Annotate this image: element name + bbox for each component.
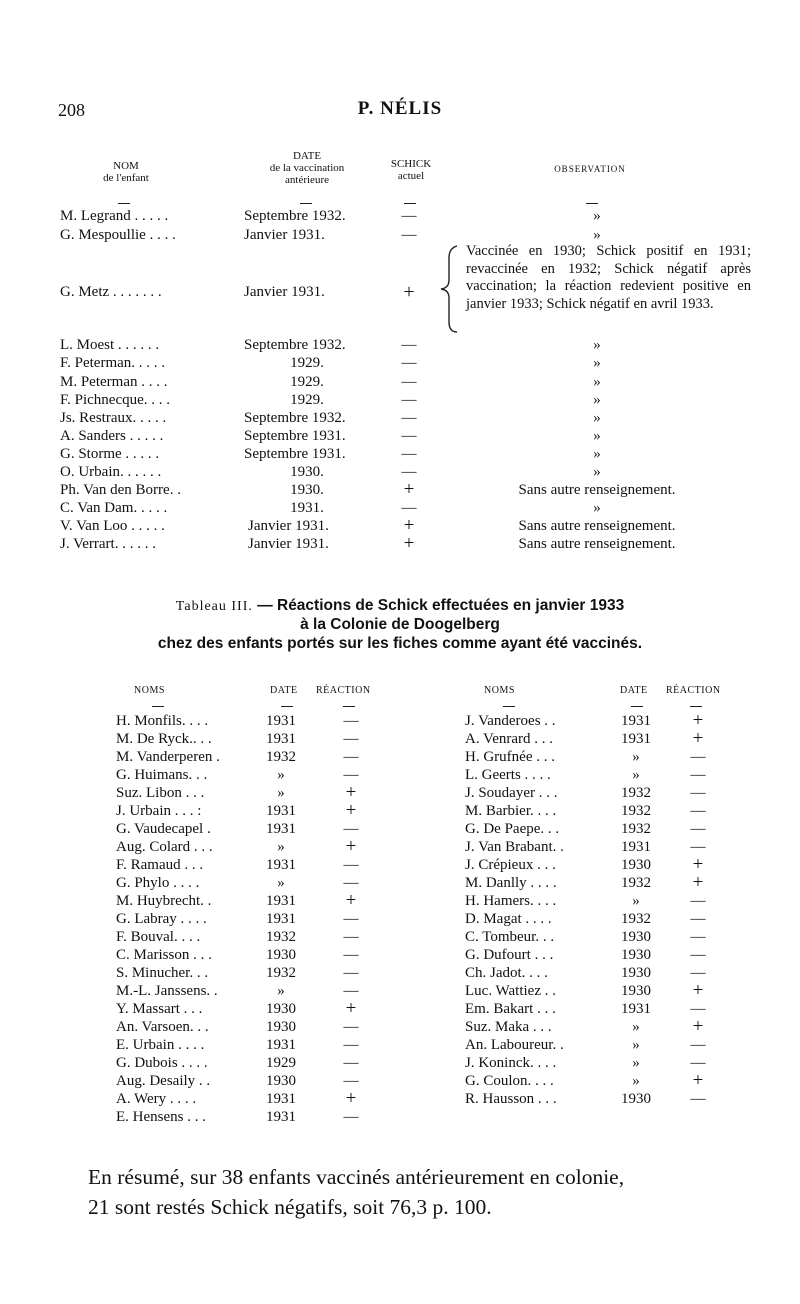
child-name: E. Hensens . . .: [116, 1109, 206, 1125]
table-row: [465, 964, 800, 982]
child-name: An. Varsoen. . .: [116, 1019, 209, 1035]
vaccination-date: 1930.: [290, 464, 324, 480]
child-name: H. Hamers. . . .: [465, 893, 557, 909]
child-name: D. Magat . . . .: [465, 911, 552, 927]
vaccination-date: Janvier 1931.: [248, 536, 329, 552]
table-row: [465, 820, 800, 838]
reaction-result: —: [690, 1001, 706, 1017]
summary-paragraph: [88, 1162, 768, 1222]
child-name: M. Huybrecht. .: [116, 893, 212, 909]
observation: »: [593, 428, 601, 444]
test-date: 1932: [621, 875, 651, 891]
test-date: »: [277, 767, 285, 783]
table3-caption-line1: [0, 597, 800, 616]
reaction-result: —: [343, 1073, 359, 1089]
reaction-result: —: [690, 1055, 706, 1071]
reaction-result: —: [343, 875, 359, 891]
child-name: M. Legrand . . . . .: [60, 208, 169, 224]
test-date: 1932: [621, 911, 651, 927]
test-date: 1931: [621, 731, 651, 747]
vaccination-date: Janvier 1931.: [244, 284, 325, 300]
header-rule: [300, 203, 312, 204]
page-number: 208: [58, 100, 85, 120]
child-name: V. Van Loo . . . . .: [60, 518, 165, 534]
reaction-result: —: [343, 1019, 359, 1035]
child-name: G. Dufourt . . .: [465, 947, 554, 963]
table-row: [116, 946, 516, 964]
reaction-result: —: [690, 1037, 706, 1053]
child-name: L. Moest . . . . . .: [60, 337, 160, 353]
table-row: [0, 391, 800, 409]
child-name: A. Wery . . . .: [116, 1091, 197, 1107]
reaction-result: +: [345, 998, 357, 1019]
vaccination-date: 1931.: [290, 500, 324, 516]
header-rule: [152, 706, 164, 707]
test-date: 1930: [621, 929, 651, 945]
vaccination-date: 1929.: [290, 374, 324, 390]
table-row: [465, 1036, 800, 1054]
child-name: O. Urbain. . . . . .: [60, 464, 162, 480]
table-row: [116, 928, 516, 946]
table-row: [0, 445, 800, 463]
observation: »: [593, 337, 601, 353]
table3-caption-title: — Réactions de Schick effectuées en janvier 1933: [257, 597, 625, 614]
child-name: L. Geerts . . . .: [465, 767, 551, 783]
child-name: G. Coulon. . . .: [465, 1073, 554, 1089]
table-row: [465, 874, 800, 892]
child-name: M. Barbier. . . .: [465, 803, 557, 819]
test-date: »: [277, 875, 285, 891]
left-col-reaction-header: RÉACTION: [316, 685, 371, 696]
test-date: »: [632, 1019, 640, 1035]
child-name: Aug. Colard . . .: [116, 839, 213, 855]
child-name: Ph. Van den Borre. .: [60, 482, 181, 498]
reaction-result: —: [343, 947, 359, 963]
test-date: 1931: [621, 713, 651, 729]
table3-caption-line3: chez des enfants portés sur les fiches comme ayant été vaccinés.: [157, 635, 643, 652]
reaction-result: —: [343, 1055, 359, 1071]
table1-col-schick-header: [384, 158, 438, 182]
vaccination-date: Janvier 1931.: [244, 227, 325, 243]
running-head: P. NÉLIS: [357, 98, 443, 119]
table-row: [0, 354, 800, 372]
table-row: [116, 910, 516, 928]
header-rule: [690, 706, 702, 707]
table-row: [465, 1054, 800, 1072]
vaccination-date: Septembre 1932.: [244, 410, 346, 426]
test-date: 1931: [266, 713, 296, 729]
child-name: J. Vanderoes . .: [465, 713, 556, 729]
observation: »: [593, 355, 601, 371]
table-row: [0, 427, 800, 445]
child-name: A. Venrard . . .: [465, 731, 554, 747]
child-name: Luc. Wattiez . .: [465, 983, 556, 999]
table-row: [0, 336, 800, 354]
table-row: [465, 802, 800, 820]
reaction-result: —: [690, 965, 706, 981]
test-date: 1932: [621, 821, 651, 837]
reaction-result: —: [690, 803, 706, 819]
child-name: A. Sanders . . . . .: [60, 428, 164, 444]
reaction-result: —: [343, 749, 359, 765]
child-name: G. Storme . . . . .: [60, 446, 160, 462]
vaccination-date: 1930.: [290, 482, 324, 498]
table-row: [0, 481, 800, 499]
table-row: [465, 712, 800, 730]
test-date: 1930: [266, 947, 296, 963]
col-date-title: DATE: [292, 150, 322, 162]
child-name: M. Peterman . . . .: [60, 374, 168, 390]
test-date: 1931: [266, 1091, 296, 1107]
table-row: [116, 1036, 516, 1054]
schick-result: —: [401, 392, 417, 408]
schick-result: —: [401, 446, 417, 462]
table-row: [116, 1072, 516, 1090]
test-date: 1932: [266, 965, 296, 981]
test-date: 1931: [266, 1109, 296, 1125]
col-date-sub1: de la vaccination: [269, 162, 345, 174]
observation: »: [593, 446, 601, 462]
reaction-result: +: [692, 1016, 704, 1037]
child-name: M. De Ryck.. . .: [116, 731, 212, 747]
test-date: »: [277, 785, 285, 801]
col-schick-title: SCHICK: [390, 158, 432, 170]
vaccination-date: 1929.: [290, 355, 324, 371]
reaction-result: —: [343, 965, 359, 981]
col-schick-sub: actuel: [397, 170, 425, 182]
vaccination-date: Septembre 1931.: [244, 446, 346, 462]
reaction-result: +: [692, 980, 704, 1001]
observation: »: [593, 392, 601, 408]
child-name: Ch. Jadot. . . .: [465, 965, 548, 981]
table-row: [465, 1090, 800, 1108]
test-date: »: [632, 893, 640, 909]
metz-observation-note: Vaccinée en 1930; Schick positif en 1931; revaccinée en 1932; Schick négatif après vaccination; la réaction redevient positive en janvier 1933; Schick négatif en avril 1933.: [466, 243, 751, 312]
reaction-result: +: [692, 728, 704, 749]
test-date: 1930: [266, 1001, 296, 1017]
table1-col-obs-header: OBSERVATION: [554, 164, 626, 174]
header-rule: [404, 203, 416, 204]
child-name: M. Danlly . . . .: [465, 875, 557, 891]
summary-line-2: 21 sont restés Schick négatifs, soit 76,3 p. 100.: [88, 1195, 492, 1219]
observation: »: [593, 500, 601, 516]
reaction-result: +: [345, 890, 357, 911]
vaccination-date: Septembre 1932.: [244, 337, 346, 353]
col-name-title: NOM: [113, 160, 139, 172]
right-col-reaction-header: RÉACTION: [666, 685, 721, 696]
test-date: 1931: [266, 821, 296, 837]
child-name: G. Vaudecapel .: [116, 821, 211, 837]
test-date: »: [632, 749, 640, 765]
schick-result: —: [401, 500, 417, 516]
child-name: J. Van Brabant. .: [465, 839, 564, 855]
schick-result: —: [401, 374, 417, 390]
reaction-result: —: [690, 767, 706, 783]
col-date-sub2: antérieure: [285, 174, 329, 186]
col-name-sub: de l'enfant: [103, 172, 149, 184]
table-row: [465, 856, 800, 874]
header-rule: [343, 706, 355, 707]
observation: »: [593, 410, 601, 426]
test-date: »: [632, 767, 640, 783]
table-row: [116, 748, 516, 766]
header-rule: [631, 706, 643, 707]
child-name: An. Laboureur. .: [465, 1037, 564, 1053]
brace-icon: [437, 244, 465, 334]
child-name: Y. Massart . . .: [116, 1001, 203, 1017]
child-name: G. Huimans. . .: [116, 767, 208, 783]
test-date: 1930: [266, 1073, 296, 1089]
table-row: [116, 730, 516, 748]
reaction-result: —: [343, 1109, 359, 1125]
test-date: »: [632, 1055, 640, 1071]
child-name: H. Monfils. . . .: [116, 713, 209, 729]
table-row: [0, 373, 800, 391]
child-name: G. Dubois . . . .: [116, 1055, 208, 1071]
child-name: Js. Restraux. . . . .: [60, 410, 167, 426]
table-row: [465, 1000, 800, 1018]
test-date: 1930: [621, 857, 651, 873]
child-name: J. Koninck. . . .: [465, 1055, 557, 1071]
header-rule: [586, 203, 598, 204]
schick-result: —: [401, 355, 417, 371]
child-name: G. De Paepe. . .: [465, 821, 560, 837]
right-col-name-header: NOMS: [484, 685, 515, 696]
reaction-result: —: [690, 893, 706, 909]
table-row: [0, 463, 800, 481]
reaction-result: —: [343, 929, 359, 945]
table-row: [116, 892, 516, 910]
test-date: 1930: [621, 965, 651, 981]
table-row: [0, 409, 800, 427]
observation: Sans autre renseignement.: [518, 518, 676, 534]
table-row: [0, 226, 800, 244]
child-name: S. Minucher. . .: [116, 965, 209, 981]
reaction-result: —: [343, 911, 359, 927]
test-date: 1932: [621, 803, 651, 819]
table-row: [465, 910, 800, 928]
child-name: H. Grufnée . . .: [465, 749, 555, 765]
table-row: [116, 1054, 516, 1072]
child-name: Em. Bakart . . .: [465, 1001, 556, 1017]
left-col-name-header: NOMS: [134, 685, 165, 696]
reaction-result: —: [343, 857, 359, 873]
child-name: G. Metz . . . . . . .: [60, 284, 162, 300]
child-name: Suz. Maka . . .: [465, 1019, 552, 1035]
child-name: Aug. Desaily . .: [116, 1073, 211, 1089]
table-row: [116, 784, 516, 802]
observation: »: [593, 208, 601, 224]
reaction-result: +: [692, 872, 704, 893]
reaction-result: +: [345, 836, 357, 857]
table3-caption-lead: Tableau III.: [175, 599, 253, 614]
summary-line-1: En résumé, sur 38 enfants vaccinés antérieurement en colonie,: [88, 1165, 625, 1189]
child-name: J. Soudayer . . .: [465, 785, 558, 801]
test-date: 1931: [266, 803, 296, 819]
reaction-result: +: [345, 782, 357, 803]
vaccination-date: Janvier 1931.: [248, 518, 329, 534]
right-col-date-header: DATE: [620, 685, 648, 696]
reaction-result: —: [690, 749, 706, 765]
schick-result: —: [401, 227, 417, 243]
observation: »: [593, 374, 601, 390]
test-date: 1932: [266, 749, 296, 765]
table-row: [465, 730, 800, 748]
test-date: 1930: [621, 983, 651, 999]
table-row: [465, 946, 800, 964]
reaction-result: —: [343, 1037, 359, 1053]
child-name: F. Peterman. . . . .: [60, 355, 166, 371]
table-row: [465, 838, 800, 856]
schick-result: —: [401, 428, 417, 444]
reaction-result: —: [690, 821, 706, 837]
child-name: C. Marisson . . .: [116, 947, 212, 963]
child-name: M. Vanderperen .: [116, 749, 220, 765]
table-row: [116, 1090, 516, 1108]
table-row: [465, 928, 800, 946]
reaction-result: —: [690, 911, 706, 927]
child-name: G. Labray . . . .: [116, 911, 207, 927]
schick-result: —: [401, 410, 417, 426]
reaction-result: —: [690, 947, 706, 963]
test-date: 1930: [266, 1019, 296, 1035]
reaction-result: —: [343, 767, 359, 783]
child-name: G. Mespoullie . . . .: [60, 227, 176, 243]
child-name: R. Hausson . . .: [465, 1091, 557, 1107]
table1-col-name-header: [70, 160, 182, 184]
table-row: [116, 1108, 516, 1126]
vaccination-date: 1929.: [290, 392, 324, 408]
reaction-result: —: [690, 1091, 706, 1107]
reaction-result: +: [692, 854, 704, 875]
header-rule: [503, 706, 515, 707]
reaction-result: —: [343, 983, 359, 999]
test-date: 1931: [621, 1001, 651, 1017]
table-row: [465, 748, 800, 766]
test-date: »: [632, 1037, 640, 1053]
reaction-result: —: [690, 929, 706, 945]
table-row: [465, 784, 800, 802]
table-row: [116, 1018, 516, 1036]
child-name: M.-L. Janssens. .: [116, 983, 218, 999]
table-row: [465, 1018, 800, 1036]
table-row: [0, 207, 800, 225]
schick-result: +: [403, 533, 415, 554]
child-name: C. Van Dam. . . . .: [60, 500, 168, 516]
table-row: [116, 856, 516, 874]
test-date: 1930: [621, 1091, 651, 1107]
table-row: [465, 982, 800, 1000]
vaccination-date: Septembre 1931.: [244, 428, 346, 444]
child-name: F. Ramaud . . .: [116, 857, 204, 873]
table-row: [116, 802, 516, 820]
test-date: 1930: [621, 947, 651, 963]
header-rule: [118, 203, 130, 204]
schick-result: +: [403, 479, 415, 500]
test-date: 1932: [621, 785, 651, 801]
schick-result: —: [401, 208, 417, 224]
child-name: J. Verrart. . . . . .: [60, 536, 156, 552]
vaccination-date: Septembre 1932.: [244, 208, 346, 224]
reaction-result: —: [343, 731, 359, 747]
table-row: [0, 517, 800, 535]
reaction-result: +: [345, 800, 357, 821]
table-row: [465, 892, 800, 910]
reaction-result: —: [690, 839, 706, 855]
schick-result: +: [403, 281, 415, 303]
test-date: 1931: [266, 857, 296, 873]
child-name: E. Urbain . . . .: [116, 1037, 205, 1053]
child-name: F. Bouval. . . .: [116, 929, 201, 945]
table-row: [465, 766, 800, 784]
observation: »: [593, 227, 601, 243]
child-name: F. Pichnecque. . . .: [60, 392, 171, 408]
left-col-date-header: DATE: [270, 685, 298, 696]
reaction-result: +: [692, 1070, 704, 1091]
observation: Sans autre renseignement.: [518, 482, 676, 498]
reaction-result: —: [690, 785, 706, 801]
test-date: 1931: [621, 839, 651, 855]
header-rule: [281, 706, 293, 707]
test-date: »: [277, 983, 285, 999]
test-date: »: [277, 839, 285, 855]
reaction-result: +: [345, 1088, 357, 1109]
test-date: 1932: [266, 929, 296, 945]
schick-result: —: [401, 464, 417, 480]
table-row: [0, 499, 800, 517]
table3-right-column: [465, 712, 735, 1132]
table-row: [465, 1072, 800, 1090]
observation: »: [593, 464, 601, 480]
test-date: 1929: [266, 1055, 296, 1071]
table3-caption-line2: à la Colonie de Doogelberg: [300, 616, 500, 633]
test-date: 1931: [266, 1037, 296, 1053]
table-row: [116, 874, 516, 892]
table3-left-column: [116, 712, 386, 1132]
table-row: [116, 1000, 516, 1018]
test-date: 1931: [266, 893, 296, 909]
table-row: [116, 838, 516, 856]
test-date: »: [632, 1073, 640, 1089]
test-date: 1931: [266, 911, 296, 927]
schick-result: +: [403, 515, 415, 536]
reaction-result: +: [692, 710, 704, 731]
table-row: [116, 964, 516, 982]
schick-result: —: [401, 337, 417, 353]
observation: Sans autre renseignement.: [518, 536, 676, 552]
reaction-result: —: [343, 713, 359, 729]
reaction-result: —: [343, 821, 359, 837]
child-name: J. Crépieux . . .: [465, 857, 556, 873]
table-row: [0, 535, 800, 553]
table-row: [116, 820, 516, 838]
child-name: C. Tombeur. . .: [465, 929, 555, 945]
child-name: Suz. Libon . . .: [116, 785, 205, 801]
child-name: G. Phylo . . . .: [116, 875, 200, 891]
table-row: [116, 712, 516, 730]
test-date: 1931: [266, 731, 296, 747]
child-name: J. Urbain . . . :: [116, 803, 202, 819]
table1-col-date-header: [244, 150, 370, 186]
table-row: [116, 766, 516, 784]
table-row: [116, 982, 516, 1000]
